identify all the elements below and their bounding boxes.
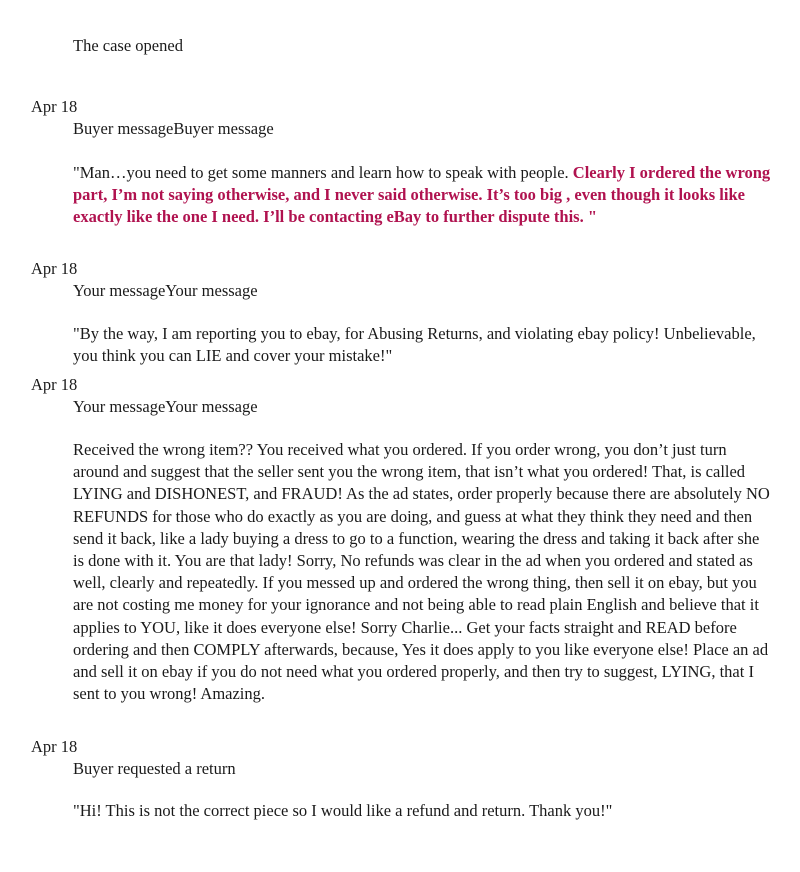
entry-title: Buyer messageBuyer message <box>73 119 274 138</box>
entry-body: "Hi! This is not the correct piece so I would like a refund and return. Thank you!" <box>73 801 613 820</box>
entry-date: Apr 18 <box>31 737 78 756</box>
entry-body: Received the wrong item?? You received what you ordered. If you order wrong, you don’t just turn around and suggest that the seller sent you the wrong item, that isn’t what you ordered! That, is called LYING and DISHONEST, and FRAUD! As the ad states, order properly because there are absolutely NO REFUNDS for those who do exactly as you are doing, and guess at what they think they need and then send it back, like a lady buying a dress to go to a function, wearing the dress and taking it back after she is done with it. You are that lady! Sorry, No refunds was clear in the ad when you ordered and stated as well, clearly and repeatedly. If you messed up and ordered the wrong thing, then sell it on ebay, but you are not costing me money for your ignorance and not being able to read plain English and believe that it applies to YOU, like it does everyone else! Sorry Charlie... Get your facts straight and READ before ordering and then COMPLY afterwards, because, Yes it does apply to you like everyone else! Place an ad and sell it on ebay if you do not need what you ordered properly, and then try to suggest, LYING, that I sent to you wrong! Amazing. <box>73 440 770 704</box>
entry-body <box>73 162 773 229</box>
case-opened-text: The case opened <box>73 36 183 55</box>
entry-title: Your messageYour message <box>73 281 258 300</box>
entry-body-highlight: Clearly I ordered the wrong part, I’m not saying otherwise, and I never said otherwise. It’s too big , even though it looks like exactly like the one I need. I’ll be contacting eBay to further dispute this. " <box>73 163 771 227</box>
entry-body: "By the way, I am reporting you to ebay, for Abusing Returns, and violating ebay policy! Unbelievable, you think you can LIE and cover your mistake!" <box>73 324 756 366</box>
entry-date: Apr 18 <box>31 375 78 394</box>
entry-title: Your messageYour message <box>73 397 258 416</box>
entry-date: Apr 18 <box>31 97 78 116</box>
entry-title: Buyer requested a return <box>73 759 236 778</box>
entry-date: Apr 18 <box>31 259 78 278</box>
entry-body-plain: "Man…you need to get some manners and learn how to speak with people. <box>73 163 573 182</box>
